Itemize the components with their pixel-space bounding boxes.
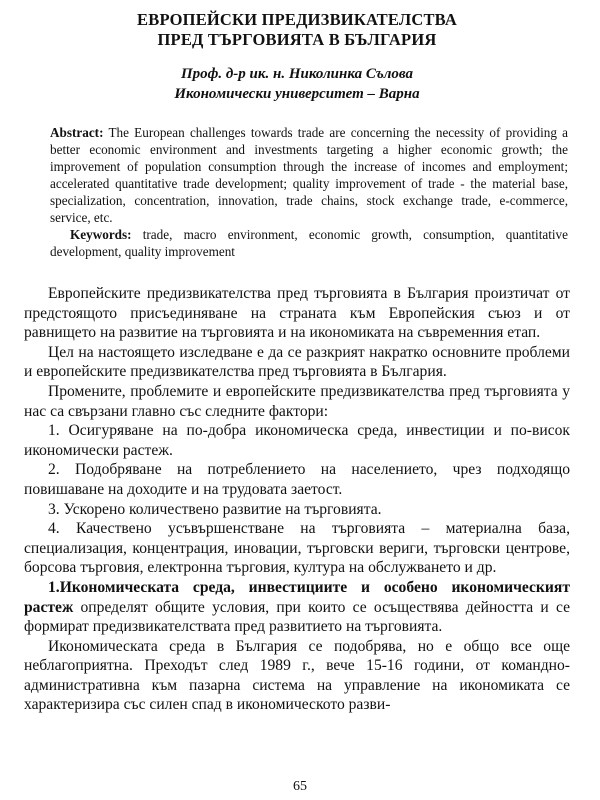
body-paragraph: Икономическата среда в България се подобрява, но е общо все още неблагоприятна. Преходът след 1989 г., вече 15-16 години, от командно-административна към пазарна система на управление на икономиката се характеризира със силен спад в икономическото разви-: [24, 637, 570, 714]
paper-title-line-1: ЕВРОПЕЙСКИ ПРЕДИЗВИКАТЕЛСТВА: [137, 10, 457, 29]
list-item: 1. Осигуряване на по-добра икономическа среда, инвестиции и по-висок икономически растеж.: [24, 422, 570, 459]
body-paragraph: Европейските предизвикателства пред търговията в България произтичат от предстоящото присъединяване на страната към Европейския съюз и от равнището на развитие на търговията и на икономиката на съвременния етап.: [24, 285, 570, 342]
list-item: 4. Качествено усъвършенстване на търговията – материална база, специализация, концентрация, иновации, търговски вериги, търговски центрове, борсова търговия, електронна търговия, култура на обслужването и др.: [24, 520, 570, 577]
keywords-label: Keywords:: [70, 227, 132, 242]
body-paragraph: Цел на настоящето изследване е да се разкрият накратко основните проблеми и европейските предизвикателства пред търговията в България.: [24, 343, 570, 381]
author-affiliation: Икономически университет – Варна: [174, 86, 420, 102]
list-item: 2. Подобряване на потреблението на населението, чрез подходящо повишаване на доходите и на трудовата заетост.: [24, 461, 570, 498]
section-heading-inline: 1.Икономическата среда, инвестициите и особено икономическият растеж: [24, 578, 570, 616]
abstract-label: Abstract:: [50, 125, 104, 140]
abstract: [50, 124, 568, 226]
body-paragraph: Промените, проблемите и европейските предизвикателства пред търговията у нас са свързани главно със следните фактори:: [24, 382, 570, 420]
keywords: [50, 226, 568, 260]
list-item: 3. Ускорено количествено развитие на търговията.: [48, 500, 382, 518]
author-name: Проф. д-р ик. н. Николинка Сълова: [180, 66, 414, 82]
body-text: [24, 284, 570, 715]
body-paragraph: [24, 578, 570, 637]
paper-title: [24, 10, 570, 50]
page-number: 65: [293, 779, 307, 794]
abstract-text: The European challenges towards trade are concerning the necessity of providing a better economic environment and investments targeting a higher economic growth; the improvement of population consumption through the increase of incomes and employment; accelerated quantitative trade development; quality improvement of trade - the material base, specialization, concentration, innovation, trade chains, stock exchange trade, e-commerce, service, etc.: [50, 125, 568, 225]
keywords-text: trade, macro environment, economic growth, consumption, quantitative development, quality improvement: [50, 227, 568, 259]
section-text: определят общите условия, при които се осъществява дейността и се формират предизвикателствата пред развитието на търговията.: [24, 598, 570, 636]
paper-title-line-2: ПРЕД ТЪРГОВИЯТА В БЪЛГАРИЯ: [157, 30, 437, 49]
